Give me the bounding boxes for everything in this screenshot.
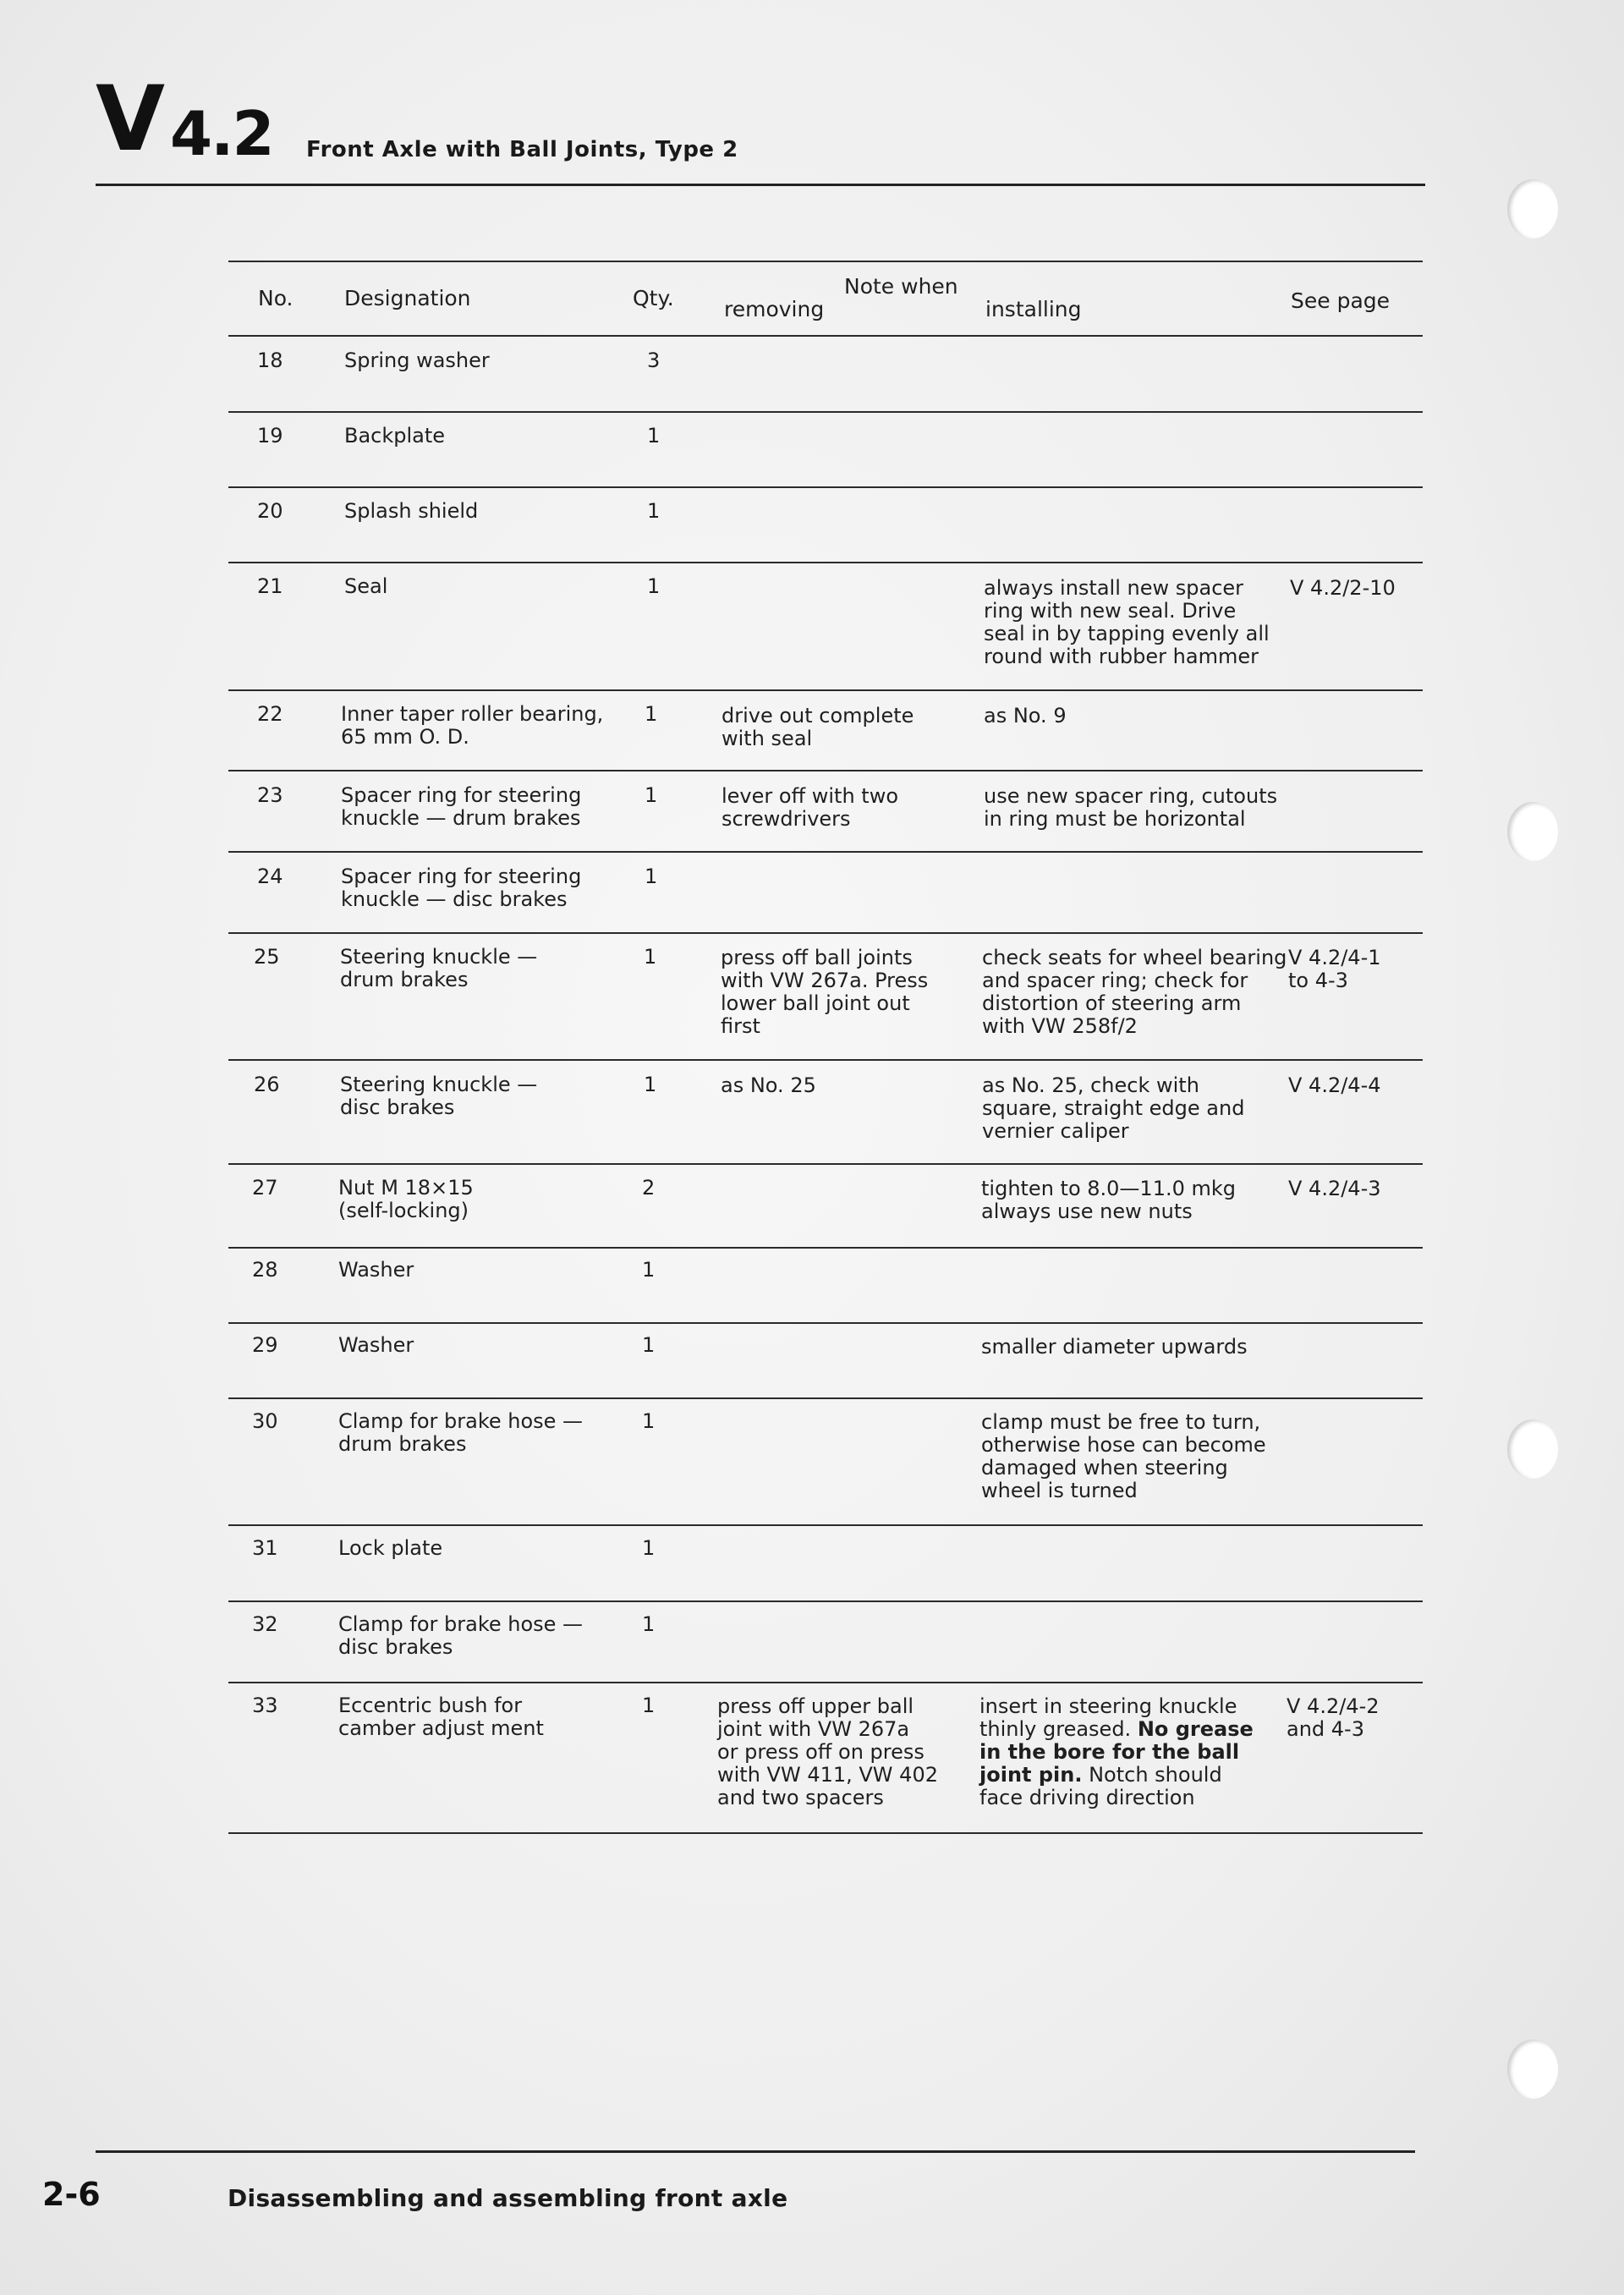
row-33-qty: 1 — [642, 1694, 656, 1717]
row-28-no: 28 — [252, 1258, 278, 1282]
row-32-no: 32 — [252, 1612, 278, 1636]
row-rule — [228, 932, 1423, 934]
row-21-no: 21 — [257, 574, 283, 598]
col-header-installing: installing — [985, 297, 1082, 321]
row-rule — [228, 1247, 1423, 1249]
row-rule — [228, 1600, 1423, 1602]
row-24-designation: Spacer ring for steering knuckle — disc brakes — [341, 865, 582, 911]
row-27-qty: 2 — [642, 1176, 656, 1200]
section-letter: V — [96, 67, 162, 171]
row-19-no: 19 — [257, 424, 283, 447]
footer-rule — [96, 2150, 1415, 2153]
row-29-installing: smaller diameter upwards — [981, 1335, 1248, 1359]
page-title: Front Axle with Ball Joints, Type 2 — [306, 137, 738, 162]
punch-hole — [1507, 1419, 1558, 1479]
col-header-designation: Designation — [344, 286, 471, 310]
row-22-no: 22 — [257, 702, 283, 726]
row-25-qty: 1 — [644, 945, 657, 969]
row-rule — [228, 1163, 1423, 1165]
row-23-installing: use new spacer ring, cutouts in ring must be horizontal — [984, 784, 1278, 831]
row-20-qty: 1 — [647, 499, 661, 523]
row-19-qty: 1 — [647, 424, 661, 447]
row-20-designation: Splash shield — [344, 499, 479, 523]
punch-hole — [1507, 2040, 1558, 2099]
row-28-qty: 1 — [642, 1258, 656, 1282]
row-rule — [228, 562, 1423, 563]
row-31-no: 31 — [252, 1536, 278, 1560]
header-rule — [96, 184, 1425, 186]
row-30-installing: clamp must be free to turn, otherwise hose can become damaged when steering wheel is turned — [981, 1410, 1266, 1502]
row-rule — [228, 851, 1423, 853]
row-29-qty: 1 — [642, 1333, 656, 1357]
punch-hole — [1507, 179, 1558, 239]
row-27-installing: tighten to 8.0—11.0 mkg always use new nuts — [981, 1177, 1237, 1223]
row-18-designation: Spring washer — [344, 349, 490, 372]
row-27-designation: Nut M 18×15 (self-locking) — [338, 1176, 474, 1222]
row-27-no: 27 — [252, 1176, 278, 1200]
row-rule — [228, 1059, 1423, 1061]
row-18-qty: 3 — [647, 349, 661, 372]
row-33-installing — [979, 1695, 1254, 1809]
row-21-see-page: V 4.2/2-10 — [1290, 576, 1396, 600]
row-32-designation: Clamp for brake hose — disc brakes — [338, 1612, 584, 1659]
col-header-see-page: See page — [1291, 288, 1391, 313]
row-26-qty: 1 — [644, 1073, 657, 1096]
header-bottom-rule — [228, 335, 1423, 337]
row-rule — [228, 1682, 1423, 1683]
row-25-designation: Steering knuckle — drum brakes — [340, 945, 538, 991]
row-25-installing: check seats for wheel bearing and spacer ring; check for distortion of steering arm with VW 258f/2 — [982, 946, 1287, 1038]
row-28-designation: Washer — [338, 1258, 414, 1282]
row-19-designation: Backplate — [344, 424, 446, 447]
row-30-qty: 1 — [642, 1409, 656, 1433]
row-33-see-page: V 4.2/4-2 and 4-3 — [1287, 1694, 1380, 1741]
col-header-note-when: Note when — [844, 274, 958, 299]
row-21-installing: always install new spacer ring with new seal. Drive seal in by tapping evenly all round with rubber hammer — [984, 576, 1270, 668]
punch-hole — [1507, 802, 1558, 861]
row-25-removing: press off ball joints with VW 267a. Press lower ball joint out first — [721, 946, 929, 1038]
row-rule — [228, 1322, 1423, 1324]
row-26-no: 26 — [254, 1073, 280, 1096]
col-header-no: No. — [258, 286, 294, 310]
row-24-no: 24 — [257, 865, 283, 888]
row-30-designation: Clamp for brake hose — drum brakes — [338, 1409, 584, 1456]
row-31-qty: 1 — [642, 1536, 656, 1560]
page-header — [96, 67, 1424, 171]
row-29-no: 29 — [252, 1333, 278, 1357]
table-top-rule — [228, 261, 1423, 262]
page-number: 2-6 — [42, 2176, 101, 2213]
row-22-designation: Inner taper roller bearing, 65 mm O. D. — [341, 702, 604, 749]
row-22-removing: drive out complete with seal — [721, 704, 914, 750]
row-22-qty: 1 — [645, 702, 658, 726]
row-25-see-page: V 4.2/4-1 to 4-3 — [1288, 946, 1381, 992]
row-rule — [228, 770, 1423, 771]
row-33-no: 33 — [252, 1694, 278, 1717]
row-23-designation: Spacer ring for steering knuckle — drum brakes — [341, 783, 582, 830]
row-31-designation: Lock plate — [338, 1536, 443, 1560]
row-21-designation: Seal — [344, 574, 388, 598]
section-number: 4.2 — [170, 98, 273, 169]
footer-title: Disassembling and assembling front axle — [228, 2184, 788, 2212]
row-33-installing-part-b: Notch should face driving direction — [979, 1763, 1222, 1809]
row-25-no: 25 — [254, 945, 280, 969]
row-rule — [228, 411, 1423, 413]
row-23-qty: 1 — [645, 783, 658, 807]
table-bottom-rule — [228, 1832, 1423, 1834]
row-rule — [228, 689, 1423, 691]
row-33-removing: press off upper ball joint with VW 267a or press off on press with VW 411, VW 402 and two spacers — [717, 1694, 938, 1809]
row-26-removing: as No. 25 — [721, 1073, 816, 1097]
row-32-qty: 1 — [642, 1612, 656, 1636]
row-22-installing: as No. 9 — [984, 704, 1067, 727]
row-29-designation: Washer — [338, 1333, 414, 1357]
row-20-no: 20 — [257, 499, 283, 523]
row-24-qty: 1 — [645, 865, 658, 888]
col-header-removing: removing — [724, 297, 825, 321]
row-rule — [228, 1524, 1423, 1526]
row-18-no: 18 — [257, 349, 283, 372]
row-26-installing: as No. 25, check with square, straight edge and vernier caliper — [982, 1073, 1245, 1143]
row-26-see-page: V 4.2/4-4 — [1288, 1073, 1381, 1097]
row-21-qty: 1 — [647, 574, 661, 598]
row-23-no: 23 — [257, 783, 283, 807]
row-23-removing: lever off with two screwdrivers — [721, 784, 899, 831]
row-27-see-page: V 4.2/4-3 — [1288, 1177, 1381, 1200]
col-header-qty: Qty. — [633, 286, 674, 310]
row-26-designation: Steering knuckle — disc brakes — [340, 1073, 538, 1119]
row-33-designation: Eccentric bush for camber adjust ment — [338, 1694, 544, 1740]
row-rule — [228, 486, 1423, 488]
row-rule — [228, 1397, 1423, 1399]
row-33-installing-bold: No grease in the bore for the ball joint pin. — [979, 1717, 1254, 1787]
row-33-installing-part-a: insert in steering knuckle thinly greased. — [979, 1694, 1237, 1741]
row-30-no: 30 — [252, 1409, 278, 1433]
